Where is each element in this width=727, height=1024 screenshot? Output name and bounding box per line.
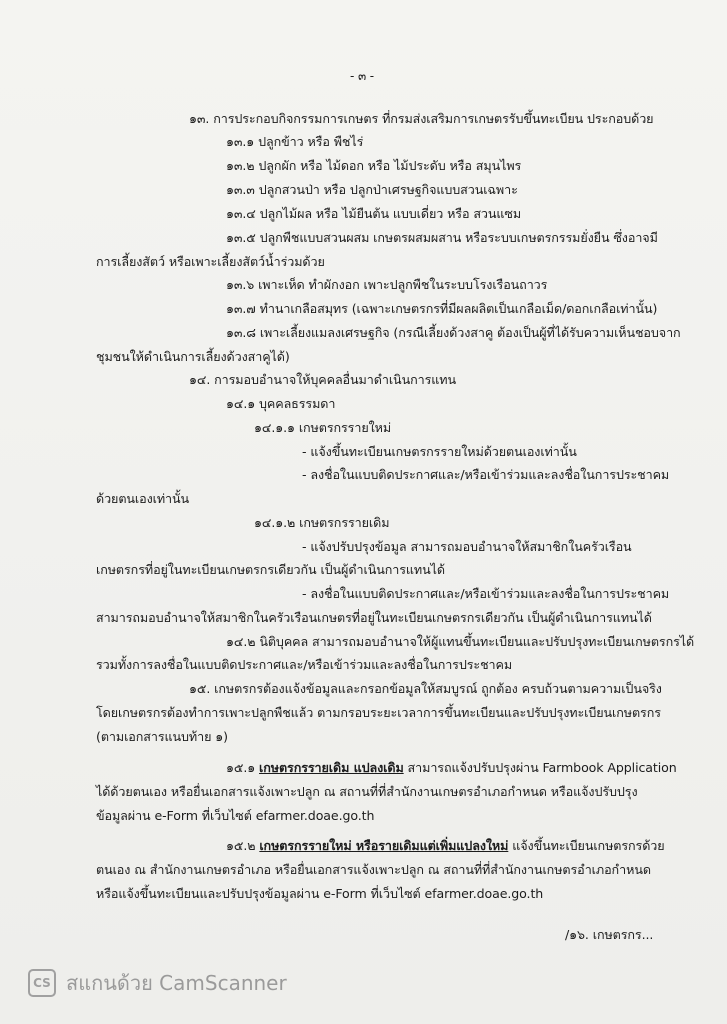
- item-14-1-1: ๑๔.๑.๑ เกษตรกรรายใหม่: [254, 420, 392, 435]
- item-14: ๑๔. การมอบอำนาจให้บุคคลอื่นมาดำเนินการแทน: [189, 372, 456, 387]
- item-13-7: ๑๓.๗ ทำนาเกลือสมุทร (เฉพาะเกษตรกรที่มีผลผลิตเป็นเกลือเม็ด/ดอกเกลือเท่านั้น): [226, 301, 658, 316]
- item-15-2-heading: เกษตรกรรายใหม่ หรือรายเดิมแต่เพิ่มแปลงใหม่: [259, 838, 509, 853]
- page-number: - ๓ -: [350, 69, 374, 83]
- item-15-cont-1: โดยเกษตรกรต้องทำการเพาะปลูกพืชแล้ว ตามกรอบระยะเวลาการขึ้นทะเบียนและปรับปรุงทะเบียนเกษตรกร: [96, 705, 661, 720]
- camscanner-text: สแกนด้วย CamScanner: [66, 971, 287, 995]
- item-14-1-1-b: - ลงชื่อในแบบติดประกาศและ/หรือเข้าร่วมและลงชื่อในการประชาคม: [302, 467, 670, 482]
- item-15-1-text: สามารถแจ้งปรับปรุงผ่าน Farmbook Application: [403, 760, 677, 775]
- item-15-2: [226, 838, 665, 854]
- item-13-1: ๑๓.๑ ปลูกข้าว หรือ พืชไร่: [226, 134, 364, 149]
- camscanner-logo-icon: CS: [28, 969, 56, 997]
- item-14-1-1-b-cont: ด้วยตนเองเท่านั้น: [96, 491, 190, 506]
- item-13-3: ๑๓.๓ ปลูกสวนป่า หรือ ปลูกป่าเศรษฐกิจแบบสวนเฉพาะ: [226, 182, 518, 197]
- item-14-2-cont: รวมทั้งการลงชื่อในแบบติดประกาศและ/หรือเข้าร่วมและลงชื่อในการประชาคม: [96, 657, 513, 672]
- item-13-2: ๑๓.๒ ปลูกผัก หรือ ไม้ดอก หรือ ไม้ประดับ หรือ สมุนไพร: [226, 158, 522, 173]
- camscanner-watermark: [28, 968, 287, 998]
- item-15-2-cont-1: ตนเอง ณ สำนักงานเกษตรอำเภอ หรือยื่นเอกสารแจ้งเพาะปลูก ณ สถานที่ที่สำนักงานเกษตรอำเภอกำหนด: [96, 862, 651, 877]
- item-13-8-cont: ชุมชนให้ดำเนินการเลี้ยงด้วงสาคูได้): [96, 349, 290, 364]
- item-14-1-2: ๑๔.๑.๒ เกษตรกรรายเดิม: [254, 515, 390, 530]
- item-15-2-number: ๑๕.๒: [226, 838, 260, 853]
- item-15: ๑๕. เกษตรกรต้องแจ้งข้อมูลและกรอกข้อมูลให้สมบูรณ์ ถูกต้อง ครบถ้วนตามความเป็นจริง: [189, 681, 662, 696]
- item-13: ๑๓. การประกอบกิจกรรมการเกษตร ที่กรมส่งเสริมการเกษตรรับขึ้นทะเบียน ประกอบด้วย: [189, 111, 654, 126]
- item-15-1-number: ๑๕.๑: [226, 760, 260, 775]
- item-14-1-1-a: - แจ้งขึ้นทะเบียนเกษตรกรรายใหม่ด้วยตนเองเท่านั้น: [302, 444, 577, 459]
- item-15-cont-2: (ตามเอกสารแนบท้าย ๑): [96, 729, 228, 744]
- item-15-1-cont-2: ข้อมูลผ่าน e-Form ที่เว็บไซต์ efarmer.doae.go.th: [96, 808, 375, 823]
- item-15-1: [226, 760, 677, 776]
- item-13-6: ๑๓.๖ เพาะเห็ด ทำผักงอก เพาะปลูกพืชในระบบโรงเรือนถาวร: [226, 277, 548, 292]
- item-15-1-cont-1: ได้ด้วยตนเอง หรือยื่นเอกสารแจ้งเพาะปลูก ณ สถานที่ที่สำนักงานเกษตรอำเภอกำหนด หรือแจ้งปรับปรุง: [96, 784, 638, 799]
- continuation-marker: /๑๖. เกษตรกร...: [565, 927, 654, 942]
- item-14-2: ๑๔.๒ นิติบุคคล สามารถมอบอำนาจให้ผู้แทนขึ้นทะเบียนและปรับปรุงทะเบียนเกษตรกรได้: [226, 634, 695, 649]
- item-13-8: ๑๓.๘ เพาะเลี้ยงแมลงเศรษฐกิจ (กรณีเลี้ยงด้วงสาคู ต้องเป็นผู้ที่ได้รับความเห็นชอบจาก: [226, 325, 681, 340]
- item-14-1: ๑๔.๑ บุคคลธรรมดา: [226, 396, 336, 411]
- item-15-1-heading: เกษตรกรรายเดิม แปลงเดิม: [259, 760, 404, 775]
- item-14-1-2-b: - ลงชื่อในแบบติดประกาศและ/หรือเข้าร่วมและลงชื่อในการประชาคม: [302, 586, 670, 601]
- item-14-1-2-a-cont: เกษตรกรที่อยู่ในทะเบียนเกษตรกรเดียวกัน เป็นผู้ดำเนินการแทนได้: [96, 562, 445, 577]
- item-14-1-2-a: - แจ้งปรับปรุงข้อมูล สามารถมอบอำนาจให้สมาชิกในครัวเรือน: [302, 539, 632, 554]
- item-13-5: ๑๓.๕ ปลูกพืชแบบสวนผสม เกษตรผสมผสาน หรือระบบเกษตรกรรมยั่งยืน ซึ่งอาจมี: [226, 230, 658, 245]
- item-13-5-cont: การเลี้ยงสัตว์ หรือเพาะเลี้ยงสัตว์น้ำร่วมด้วย: [96, 254, 325, 269]
- item-15-2-cont-2: หรือแจ้งขึ้นทะเบียนและปรับปรุงข้อมูลผ่าน e-Form ที่เว็บไซต์ efarmer.doae.go.th: [96, 886, 544, 901]
- item-14-1-2-b-cont: สามารถมอบอำนาจให้สมาชิกในครัวเรือนเกษตรที่อยู่ในทะเบียนเกษตรกรเดียวกัน เป็นผู้ดำเนินการแทนได้: [96, 610, 652, 625]
- item-13-4: ๑๓.๔ ปลูกไม้ผล หรือ ไม้ยืนต้น แบบเดี่ยว หรือ สวนแซม: [226, 206, 522, 221]
- item-15-2-text: แจ้งขึ้นทะเบียนเกษตรกรด้วย: [508, 838, 665, 853]
